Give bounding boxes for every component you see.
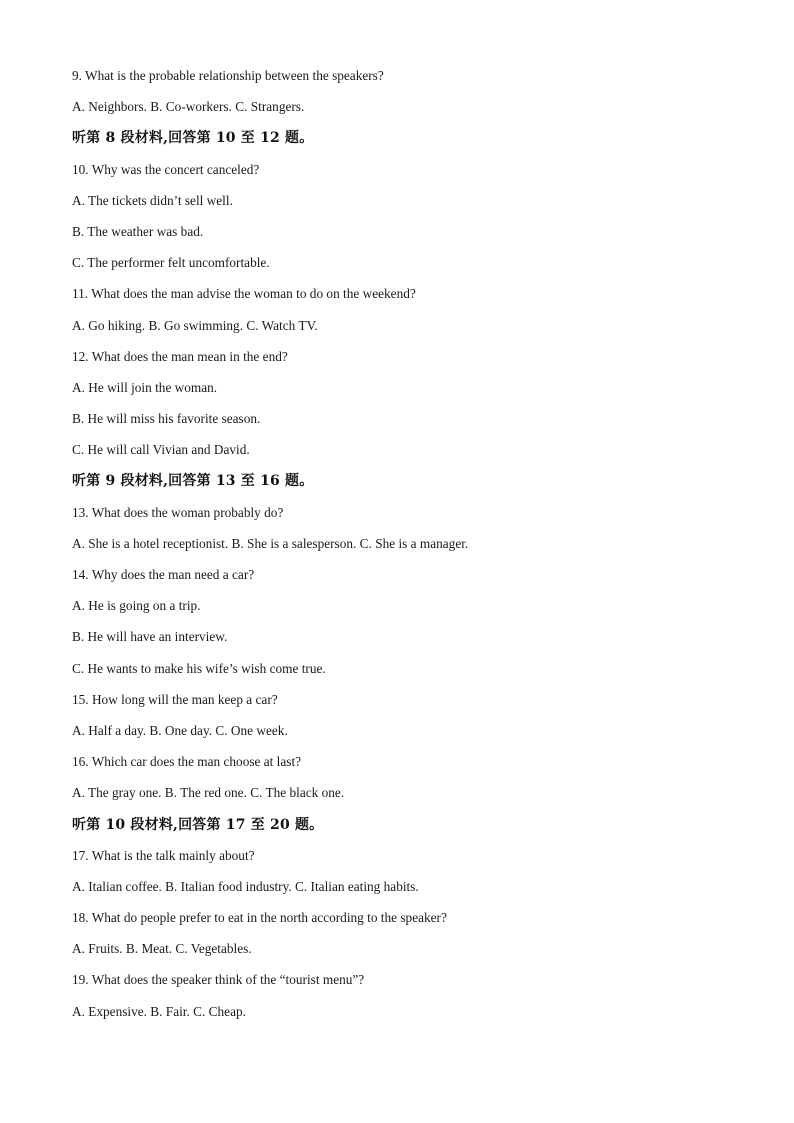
option-14c: C. He wants to make his wife’s wish come true. [72,660,326,676]
question-14: 14. Why does the man need a car? [72,567,255,582]
option-12a: A. He will join the woman. [72,379,218,395]
question-10: 10. Why was the concert canceled? [72,161,260,177]
section-heading-8: 听第 8 段材料,回答第 10 至 12 题。 [72,130,314,147]
options-13: A. She is a hotel receptionist. B. She is a salesperson. C. She is a manager. [72,535,469,551]
option-10c: C. The performer felt uncomfortable. [72,255,270,271]
options-18: A. Fruits. B. Meat. C. Vegetables. [72,941,252,957]
option-10b: B. The weather was bad. [72,223,204,239]
option-12c: C. He will call Vivian and David. [72,442,250,458]
question-15: 15. How long will the man keep a car? [72,691,278,707]
options-19: A. Expensive. B. Fair. C. Cheap. [72,1003,246,1019]
options-16: A. The gray one. B. The red one. C. The black one. [72,785,345,801]
options-15: A. Half a day. B. One day. C. One week. [72,722,288,738]
section-heading-9: 听第 9 段材料,回答第 13 至 16 题。 [72,473,314,490]
question-17: 17. What is the talk mainly about? [72,847,255,863]
question-9: 9. What is the probable relationship between the speakers? [72,68,384,83]
question-12: 12. What does the man mean in the end? [72,348,288,364]
option-12b: B. He will miss his favorite season. [72,411,261,427]
option-14a: A. He is going on a trip. [72,598,201,614]
options-9: A. Neighbors. B. Co-workers. C. Strangers. [72,99,305,115]
question-11: 11. What does the man advise the woman to do on the weekend? [72,286,416,302]
option-14b: B. He will have an interview. [72,629,228,645]
section-heading-10: 听第 10 段材料,回答第 17 至 20 题。 [72,816,324,833]
question-19: 19. What does the speaker think of the “tourist menu”? [72,972,365,988]
options-17: A. Italian coffee. B. Italian food industry. C. Italian eating habits. [72,878,419,894]
question-16: 16. Which car does the man choose at last? [72,754,302,770]
exam-page [72,62,752,1029]
question-18: 18. What do people prefer to eat in the north according to the speaker? [72,910,447,926]
question-13: 13. What does the woman probably do? [72,504,284,520]
option-10a: A. The tickets didn’t sell well. [72,192,233,208]
options-11: A. Go hiking. B. Go swimming. C. Watch TV. [72,317,318,333]
